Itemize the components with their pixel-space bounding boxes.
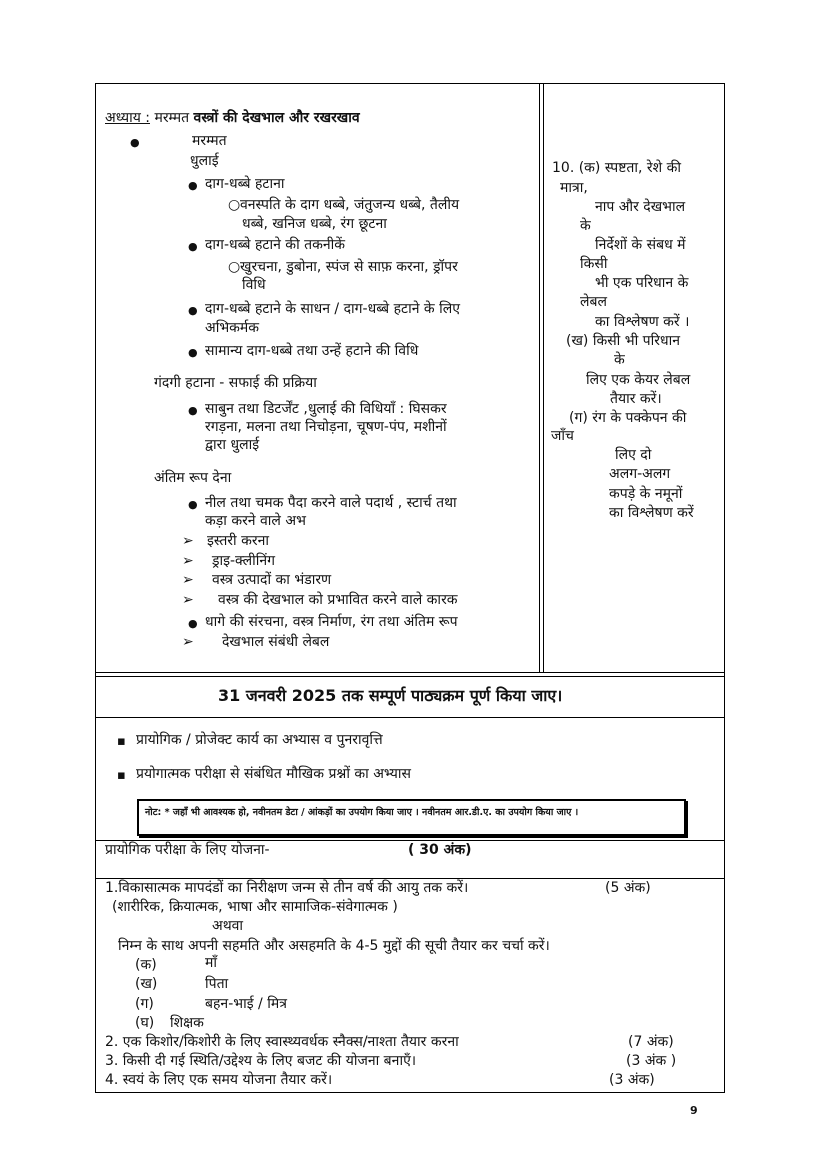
right-line: भी एक परिधान के — [595, 275, 689, 291]
content-line: अंतिम रूप देना — [154, 470, 232, 486]
item-line: 4. स्वयं के लिए एक समय योजना तैयार करें। — [105, 1072, 333, 1088]
option-value: शिक्षक — [170, 1015, 204, 1031]
right-line: के — [580, 218, 591, 234]
right-line: तैयार करें। — [610, 391, 662, 407]
bullet-round: ● — [188, 346, 198, 359]
table-border-top — [95, 83, 725, 84]
content-line: दाग-धब्बे हटाने के साधन / दाग-धब्बे हटाने के लिए — [205, 301, 460, 317]
item-or: अथवा — [212, 918, 244, 934]
chapter-topic: मरम्मत — [154, 110, 190, 126]
item-line: (शारीरिक, क्रियात्मक, भाषा और सामाजिक-संवेगात्मक ) — [112, 899, 398, 915]
chapter-title: वस्त्रों की देखभाल और रखरखाव — [193, 110, 360, 126]
right-line: किसी — [580, 256, 608, 272]
item-line: निम्न के साथ अपनी सहमति और असहमति के 4-5 मुद्दों की सूची तैयार कर चर्चा करें। — [118, 938, 550, 954]
note-text: नोट: * जहाँ भी आवश्यक हो, नवीनतम डेटा / आंकड़ों का उपयोग किया जाए । नवीनतम आर.डी.ए. का उपयोग किया जाए । — [145, 807, 579, 818]
plan-heading: प्रायोगिक परीक्षा के लिए योजना- — [105, 842, 270, 858]
bullet-arrow: ➢ — [182, 572, 194, 588]
right-line: नाप और देखभाल — [595, 199, 686, 215]
right-line: लिए एक केयर लेबल — [586, 372, 691, 388]
right-line: निर्देशों के संबध में — [595, 237, 686, 253]
bullet-round: ● — [188, 240, 198, 253]
content-line: वनस्पति के दाग धब्बे, जंतुजन्य धब्बे, तैलीय — [240, 197, 460, 213]
content-line: कड़ा करने वाले अभ — [205, 513, 306, 529]
right-line: (ख) किसी भी परिधान — [566, 333, 680, 349]
bullet-round: ● — [188, 304, 198, 317]
row-divider-2 — [95, 676, 725, 677]
item-line: 3. किसी दी गई स्थिति/उद्देश्य के लिए बजट की योजना बनाएँ। — [105, 1053, 417, 1069]
content-line: सामान्य दाग-धब्बे तथा उन्हें हटाने की विधि — [205, 343, 419, 359]
table-border-left — [95, 83, 96, 1093]
column-divider-2 — [543, 83, 544, 673]
content-line: धब्बे, खनिज धब्बे, रंग छूटना — [242, 216, 387, 232]
content-line: खुरचना, डुबोना, स्पंज से साफ़ करना, ड्रॉपर — [240, 259, 458, 275]
row-divider-1 — [95, 672, 725, 673]
content-line: धुलाई — [190, 153, 219, 169]
bullet-arrow: ➢ — [182, 592, 194, 608]
option-value: बहन-भाई / मित्र — [205, 996, 287, 1012]
table-border-bottom — [95, 1092, 725, 1093]
right-line: लेबल — [580, 294, 607, 310]
plan-marks: ( 30 अंक) — [408, 842, 472, 858]
right-line: मात्रा, — [560, 180, 588, 196]
row-divider-3 — [95, 717, 725, 718]
option-key: (घ) — [135, 1015, 155, 1031]
right-line: 10. (क) स्पष्टता, रेशे की — [552, 160, 681, 176]
option-key: (ग) — [135, 996, 154, 1012]
column-divider — [539, 83, 540, 673]
bullet-round: ● — [130, 136, 140, 149]
item-marks: (7 अंक) — [628, 1034, 674, 1050]
option-key: (क) — [135, 957, 157, 973]
chapter-label: अध्याय : — [105, 110, 150, 126]
content-line: द्वारा धुलाई — [205, 437, 260, 453]
content-line: गंदगी हटाना - सफाई की प्रक्रिया — [154, 375, 317, 391]
option-value: माँ — [205, 955, 217, 971]
chapter-heading — [105, 110, 360, 127]
row-divider-5 — [95, 878, 725, 879]
content-line: वस्त्र की देखभाल को प्रभावित करने वाले कारक — [218, 592, 458, 608]
right-line: का विश्लेषण करें — [609, 505, 694, 521]
item-line: 2. एक किशोर/किशोरी के लिए स्वास्थ्यवर्धक स्नैक्स/नाश्ता तैयार करना — [105, 1034, 459, 1050]
right-line: लिए दो — [615, 447, 652, 463]
bullet-circle: ○ — [228, 259, 241, 275]
item-marks: (5 अंक) — [605, 880, 651, 896]
bullet-round: ● — [188, 179, 198, 192]
right-line: जाँच — [551, 428, 574, 444]
item-marks: (3 अंक) — [609, 1072, 655, 1088]
content-line: ड्राइ-क्लीनिंग — [212, 553, 276, 569]
item-marks: (3 अंक ) — [626, 1053, 677, 1069]
practice-line: प्रयोगात्मक परीक्षा से संबंधित मौखिक प्रश्नों का अभ्यास — [136, 766, 411, 782]
bullet-square: ▪ — [117, 734, 126, 749]
content-line: मरम्मत — [192, 133, 227, 149]
content-line: देखभाल संबंधी लेबल — [222, 634, 330, 650]
right-line: (ग) रंग के पक्केपन की — [569, 410, 687, 426]
practice-line: प्रायोगिक / प्रोजेक्ट कार्य का अभ्यास व पुनरावृत्ति — [136, 732, 383, 748]
row-divider-4 — [95, 840, 725, 841]
deadline-text: 31 जनवरी 2025 तक सम्पूर्ण पाठ्यक्रम पूर्ण किया जाए। — [218, 686, 563, 705]
content-line: अभिकर्मक — [205, 320, 260, 336]
page-number: 9 — [690, 1104, 698, 1117]
content-line: रगड़ना, मलना तथा निचोड़ना, चूषण-पंप, मशीनों — [205, 419, 447, 435]
content-line: साबुन तथा डिटर्जेंट ,धुलाई की विधियाँ : घिसकर — [205, 401, 447, 417]
content-line: इस्तरी करना — [207, 533, 269, 549]
bullet-round: ● — [188, 498, 198, 511]
bullet-square: ▪ — [117, 768, 126, 783]
option-value: पिता — [205, 976, 229, 992]
bullet-round: ● — [188, 617, 198, 630]
content-line: नील तथा चमक पैदा करने वाले पदार्थ , स्टार्च तथा — [205, 495, 457, 511]
bullet-arrow: ➢ — [182, 533, 194, 549]
right-line: कपड़े के नमूनों — [609, 486, 683, 502]
right-line: के — [614, 352, 625, 368]
bullet-arrow: ➢ — [182, 553, 194, 569]
right-line: अलग-अलग — [609, 466, 671, 482]
bullet-arrow: ➢ — [182, 634, 194, 650]
content-line: दाग-धब्बे हटाना — [205, 176, 285, 192]
right-line: का विश्लेषण करें । — [595, 314, 690, 330]
bullet-circle: ○ — [228, 197, 241, 213]
option-key: (ख) — [135, 976, 158, 992]
content-line: दाग-धब्बे हटाने की तकनीकें — [205, 237, 346, 253]
table-border-right — [724, 83, 725, 1093]
bullet-round: ● — [188, 404, 198, 417]
item-line: 1.विकासात्मक मापदंडों का निरीक्षण जन्म से तीन वर्ष की आयु तक करें। — [105, 880, 469, 896]
content-line: धागे की संरचना, वस्त्र निर्माण, रंग तथा अंतिम रूप — [205, 614, 458, 630]
content-line: विधि — [242, 277, 266, 293]
content-line: वस्त्र उत्पादों का भंडारण — [212, 572, 332, 588]
